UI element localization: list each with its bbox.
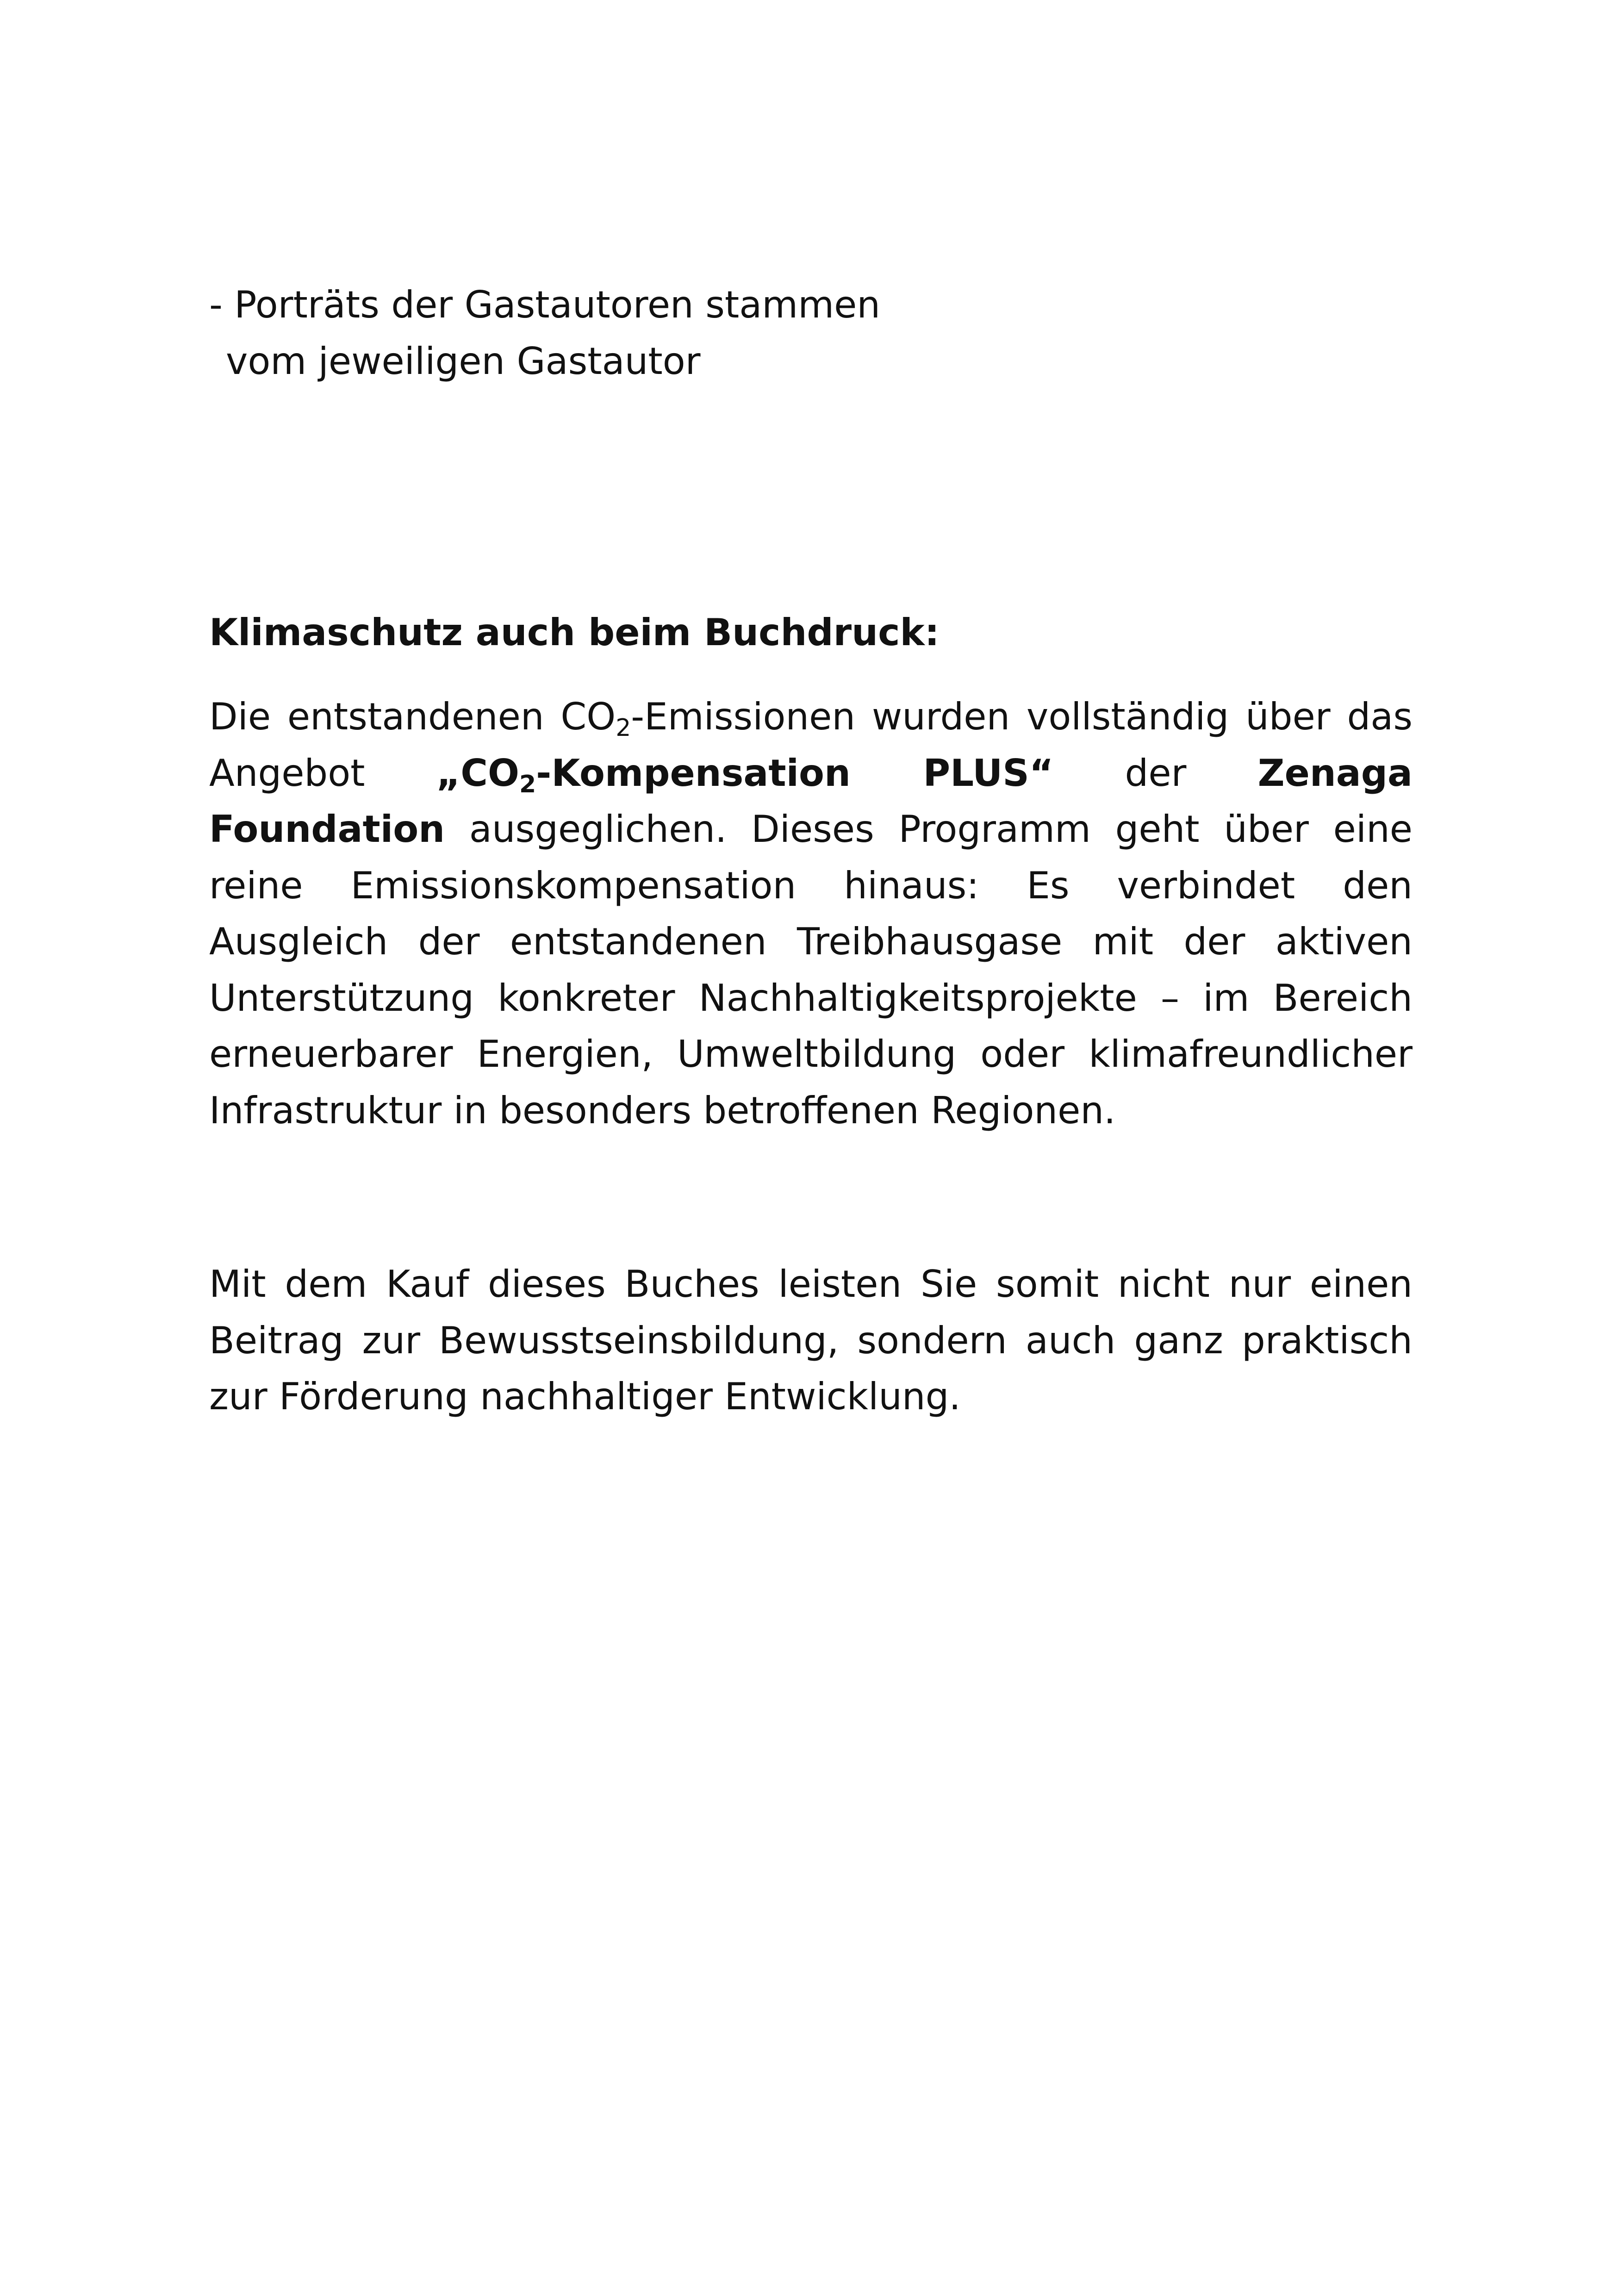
para1-text-3: der	[1053, 751, 1258, 795]
paragraph-purchase: Mit dem Kauf dieses Buches leisten Sie somit nicht nur einen Beitrag zur Bewusstseinsbildung, sondern auch ganz praktisch zur Förderung nachhaltiger Entwicklung.	[209, 1263, 1413, 1418]
para1-subscript-1: 2	[616, 714, 631, 742]
offer-name-rest: -Kompensation PLUS“	[536, 751, 1054, 795]
offer-name-subscript: 2	[519, 770, 536, 798]
foundation-name: Zenaga Foundation	[209, 751, 1413, 851]
offer-name	[436, 751, 1054, 798]
offer-name-open: „CO	[436, 751, 519, 795]
para1-text-2: -Emissionen wurden vollständig über das Angebot	[209, 695, 1413, 795]
credits-line-1: - Porträts der Gastautoren stammen	[209, 283, 881, 326]
credits-line-2: vom jeweiligen Gastautor	[226, 340, 701, 383]
paragraph-compensation	[209, 689, 1413, 1139]
para1-text-1: Die entstandenen CO	[209, 695, 616, 738]
section-heading: Klimaschutz auch beim Buchdruck:	[209, 611, 940, 654]
para1-text-4: ausgeglichen. Dieses Programm geht über eine reine Emissionskompensation hinaus: Es verbindet den Ausgleich der entstandenen Treibhausgase mit der aktiven Unterstützung konkreter Nachhaltigkeitsprojekte – im Bereich erneuerbarer Energien, Umweltbildung oder klimafreundlicher Infrastruktur in besonders betroffenen Regionen.	[209, 808, 1413, 1132]
photo-credits	[209, 277, 1227, 390]
